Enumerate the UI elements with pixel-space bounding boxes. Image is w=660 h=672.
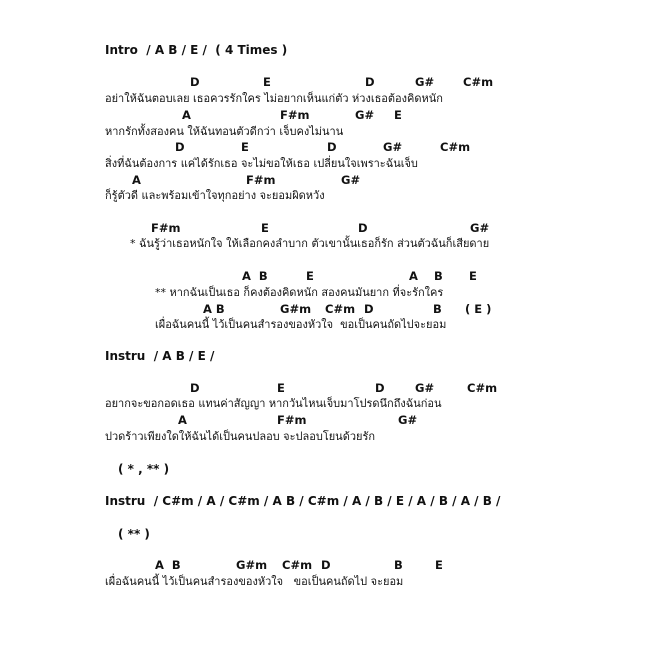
lyric-line: อยากจะขอกอดเธอ แทนค่าสัญญา หากวันไหนเจ็บมาโปรดนึกถึงฉันก่อน: [105, 397, 442, 410]
chord: D: [327, 140, 337, 154]
chord: A: [409, 269, 418, 283]
chord: F#m: [280, 108, 310, 122]
intro-line: Intro / A B / E / ( 4 Times ): [105, 43, 288, 57]
repeat-marker: ( ** ): [118, 527, 150, 541]
chord: G#: [383, 140, 403, 154]
chord: ( E ): [465, 302, 492, 316]
chord: E: [277, 381, 285, 395]
chord: E: [241, 140, 249, 154]
chord: B: [434, 269, 443, 283]
lyric-line: อย่าให้ฉันตอบเลย เธอควรรักใคร ไม่อยากเห็นแก่ตัว ห่วงเธอต้องคิดหนัก: [105, 92, 443, 105]
chord: A B: [203, 302, 225, 316]
lyric-line: ก็รู้ตัวดี และพร้อมเข้าใจทุกอย่าง จะยอมผิดหวัง: [105, 189, 325, 202]
lyric-line: เผื่อฉันคนนี้ ไว้เป็นคนสำรองของหัวใจ ขอเป็นคนถัดไป จะยอม: [105, 575, 404, 588]
chord: D: [358, 221, 368, 235]
chord: F#m: [151, 221, 181, 235]
chord: C#m: [325, 302, 356, 316]
chord-line: [105, 75, 555, 89]
chord: C#m: [463, 75, 494, 89]
lyric-line: หากรักทั้งสองคน ให้ฉันทอนตัวดีกว่า เจ็บคงไม่นาน: [105, 125, 344, 138]
chord: E: [394, 108, 402, 122]
chord: D: [321, 558, 331, 572]
chord: A B: [242, 269, 268, 283]
chord: D: [364, 302, 374, 316]
chord: D: [175, 140, 185, 154]
chord: C#m: [282, 558, 313, 572]
chord: G#m: [236, 558, 268, 572]
chord: G#: [341, 173, 361, 187]
chord-line: [105, 140, 555, 154]
chord-line: [105, 558, 555, 572]
lyric-line: * ฉันรู้ว่าเธอหนักใจ ให้เลือกคงลำบาก ตัวเขานั้นเธอก็รัก ส่วนตัวฉันก็เสียดาย: [130, 237, 490, 250]
chord: E: [435, 558, 443, 572]
chord: A: [178, 413, 187, 427]
chord-line: [105, 269, 555, 283]
chord: E: [306, 269, 314, 283]
chord: B: [394, 558, 403, 572]
chord: D: [375, 381, 385, 395]
chord: G#: [398, 413, 418, 427]
chord: G#: [415, 75, 435, 89]
lyric-line: ปวดร้าวเพียงใดให้ฉันได้เป็นคนปลอบ จะปลอบโยนด้วยรัก: [105, 430, 376, 443]
chord: F#m: [277, 413, 307, 427]
chord-line: [105, 302, 555, 316]
chord: G#: [355, 108, 375, 122]
chord: E: [469, 269, 477, 283]
lyric-line: สิ่งที่ฉันต้องการ แค่ได้รักเธอ จะไม่ขอให้เธอ เปลี่ยนใจเพราะฉันเจ็บ: [105, 157, 418, 170]
chord-line: [105, 381, 555, 395]
instrumental-line: Instru / A B / E /: [105, 349, 215, 363]
chord: C#m: [467, 381, 498, 395]
chord: A: [182, 108, 191, 122]
chord: G#: [470, 221, 490, 235]
instrumental-line: Instru / C#m / A / C#m / A B / C#m / A / B / E / A / B / A / B /: [105, 494, 501, 508]
chord: G#: [415, 381, 435, 395]
chord: B: [433, 302, 442, 316]
lyric-line: เผื่อฉันคนนี้ ไว้เป็นคนสำรองของหัวใจ ขอเป็นคนถัดไปจะยอม: [155, 318, 447, 331]
chord: D: [190, 381, 200, 395]
chord-line: [105, 413, 555, 427]
chord: D: [365, 75, 375, 89]
repeat-marker: ( * , ** ): [118, 462, 170, 476]
chord: C#m: [440, 140, 471, 154]
chord: A: [132, 173, 141, 187]
chord: E: [261, 221, 269, 235]
lyric-line: ** หากฉันเป็นเธอ ก็คงต้องคิดหนัก สองคนมันยาก ที่จะรักใคร: [155, 286, 444, 299]
chord: A B: [155, 558, 181, 572]
chord: D: [190, 75, 200, 89]
chord-line: [105, 173, 555, 187]
chord-line: [105, 221, 555, 235]
chord-line: [105, 108, 555, 122]
chord: F#m: [246, 173, 276, 187]
chord: E: [263, 75, 271, 89]
chord: G#m: [280, 302, 312, 316]
